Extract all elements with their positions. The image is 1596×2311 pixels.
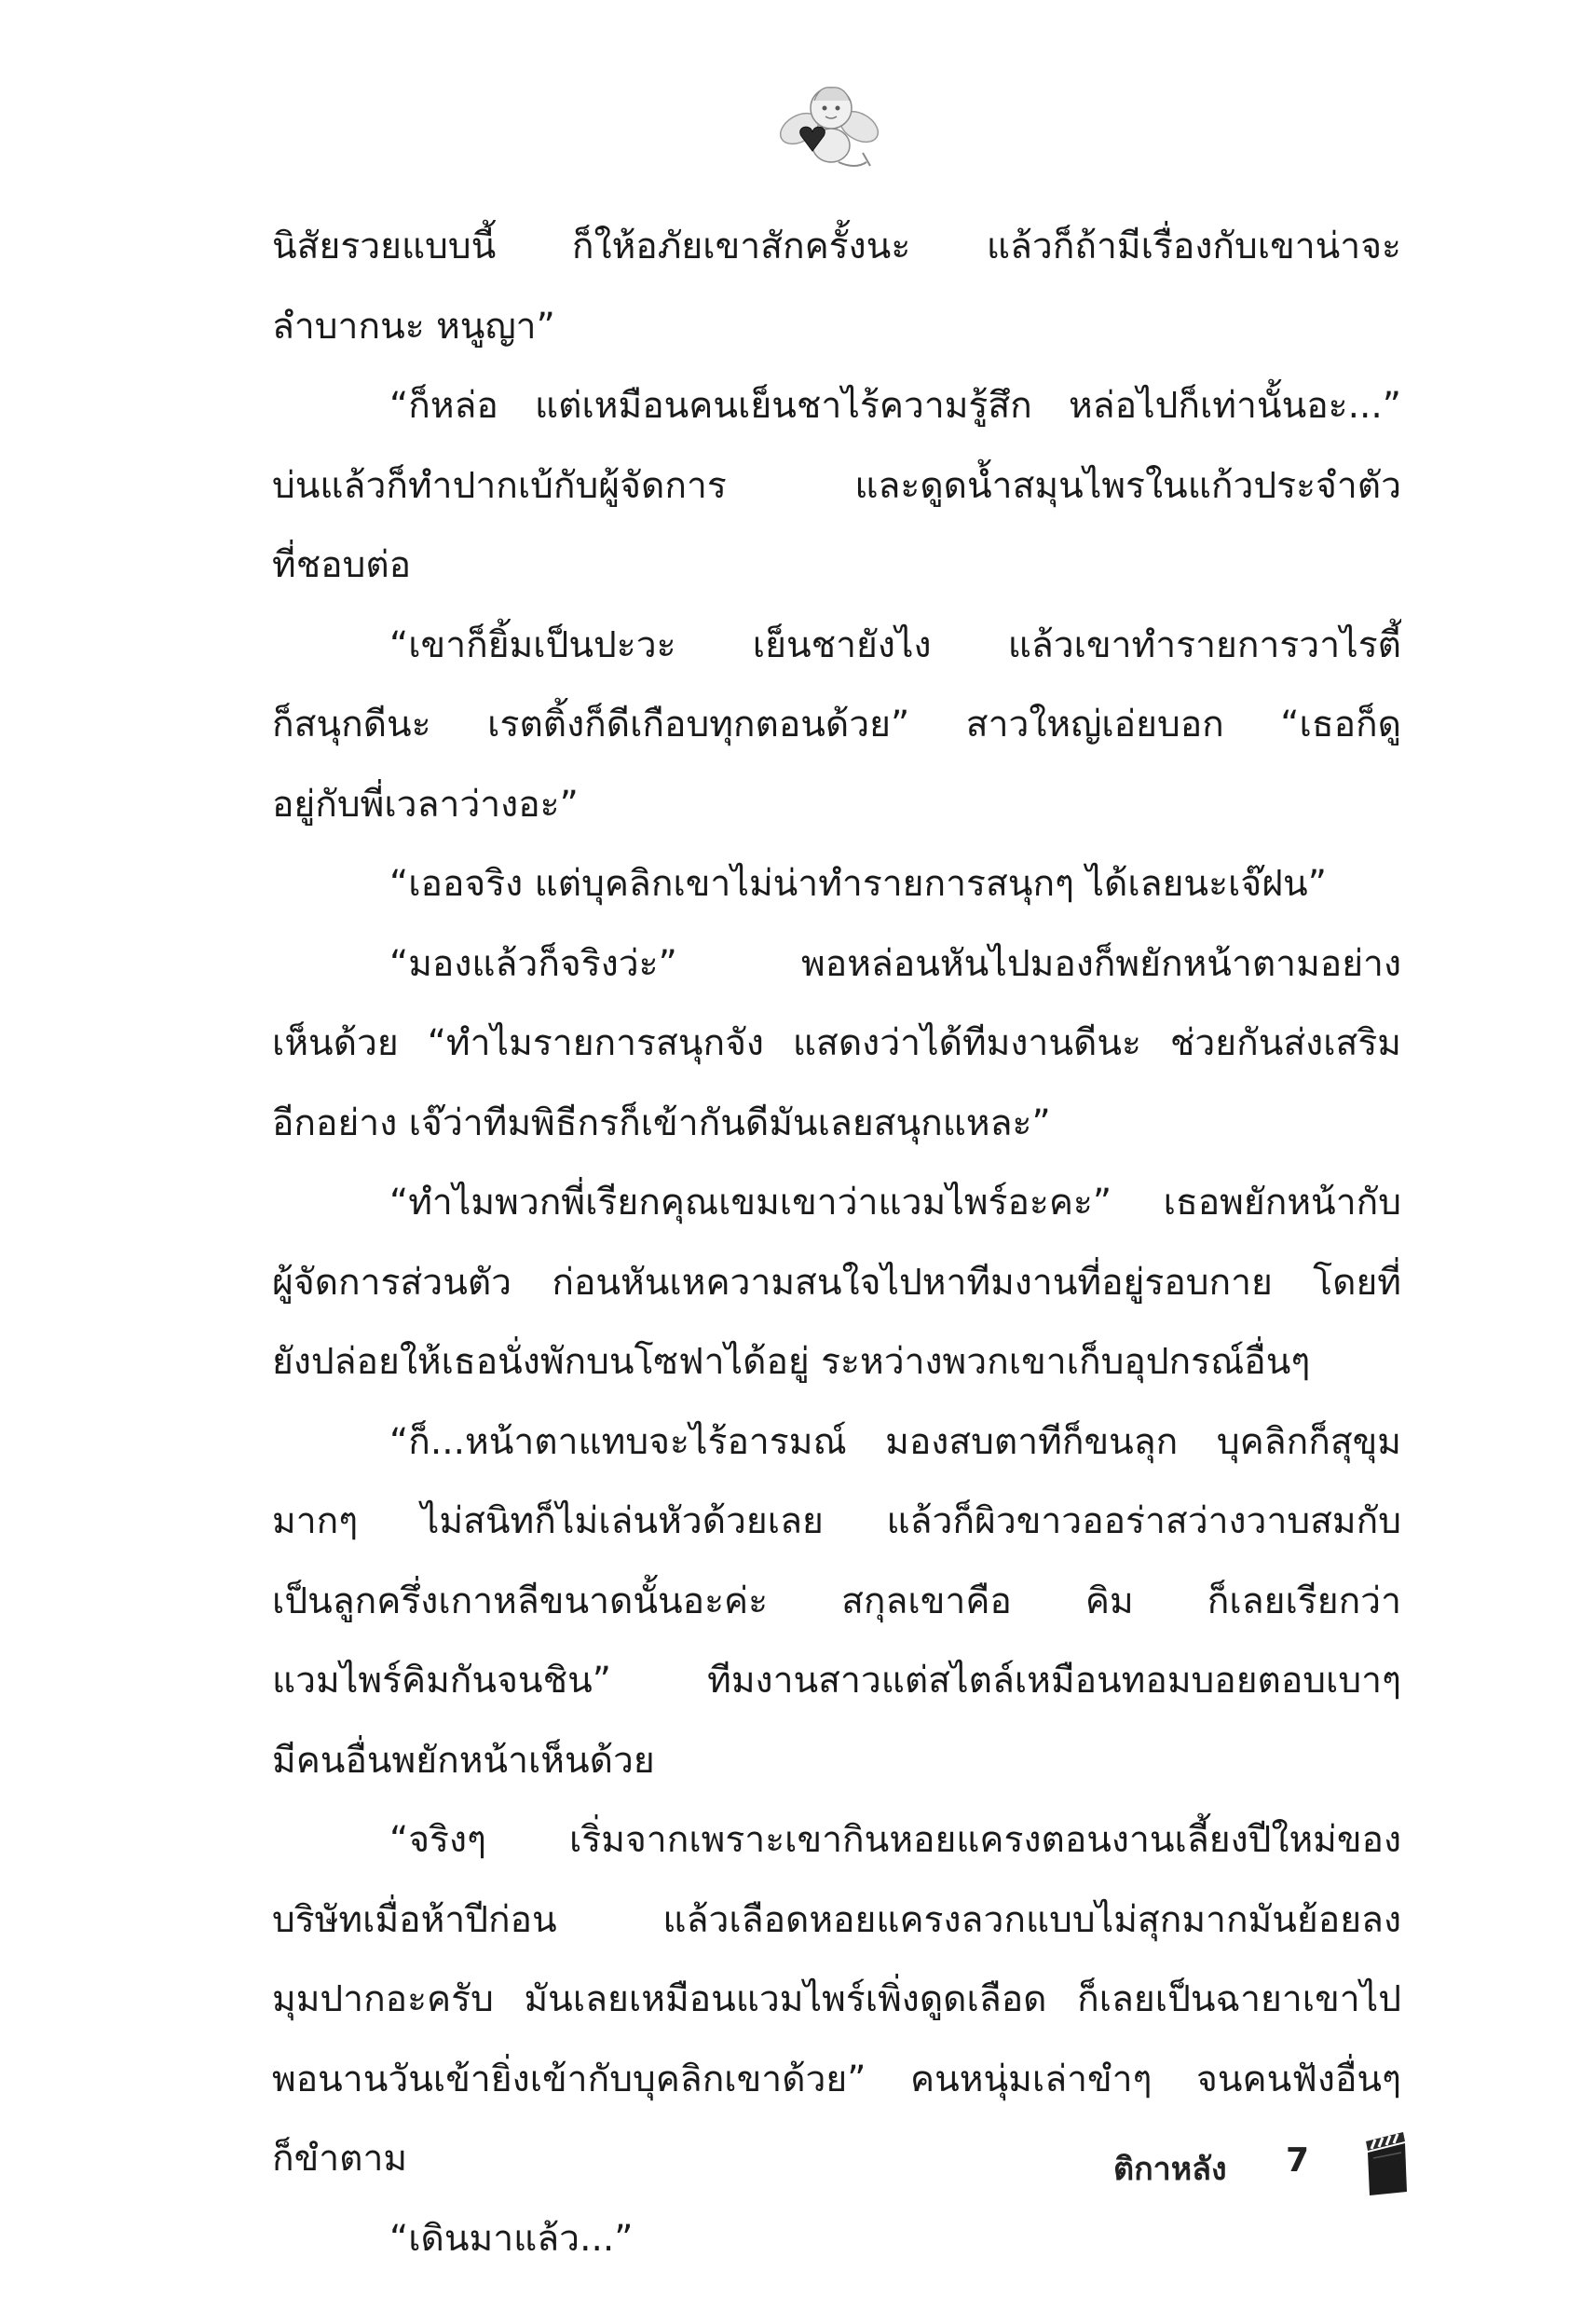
text-line: “เออจริง แต่บุคลิกเขาไม่น่าทำรายการสนุกๆ ได้เลยนะเจ๊ฝน” [389, 863, 1327, 905]
text-line: เห็นด้วย “ทำไมรายการสนุกจัง แสดงว่าได้ทีมงานดีนะ ช่วยกันส่งเสริม [272, 1022, 1401, 1064]
text-line: “ก็หล่อ แต่เหมือนคนเย็นชาไร้ความรู้สึก หล่อไปก็เท่านั้นอะ...” [389, 385, 1401, 427]
text-line: ผู้จัดการส่วนตัว ก่อนหันเหความสนใจไปหาทีมงานที่อยู่รอบกาย โดยที่ [272, 1261, 1401, 1304]
text-line: “ก็...หน้าตาแทบจะไร้อารมณ์ มองสบตาทีก็ขนลุก บุคลิกก็สุขุม [389, 1420, 1401, 1463]
cherub-holding-heart-icon [773, 73, 885, 185]
text-line: “จริงๆ เริ่มจากเพราะเขากินหอยแครงตอนงานเลี้ยงปีใหม่ของ [389, 1819, 1401, 1861]
text-line: พอนานวันเข้ายิ่งเข้ากับบุคลิกเขาด้วย” คนหนุ่มเล่าขำๆ จนคนฟังอื่นๆ [272, 2058, 1401, 2100]
text-line: อีกอย่าง เจ๊ว่าทีมพิธีกรก็เข้ากันดีมันเลยสนุกแหละ” [272, 1101, 1051, 1144]
text-line: ก็สนุกดีนะ เรตติ้งก็ดีเกือบทุกตอนด้วย” สาวใหญ่เอ่ยบอก “เธอก็ดู [272, 704, 1401, 745]
text-line: ที่ชอบต่อ [272, 544, 412, 586]
text-line: อยู่กับพี่เวลาว่างอะ” [272, 783, 579, 826]
text-line: เป็นลูกครึ่งเกาหลีขนาดนั้นอะค่ะ สกุลเขาคือ คิม ก็เลยเรียกว่า [272, 1579, 1401, 1622]
text-line: มุมปากอะครับ มันเลยเหมือนแวมไพร์เพิ่งดูดเลือด ก็เลยเป็นฉายาเขาไป [272, 1978, 1401, 2020]
text-line: มีคนอื่นพยักหน้าเห็นด้วย [272, 1739, 655, 1782]
book-title: ติกาหลัง [1113, 2151, 1227, 2188]
text-line: ยังปล่อยให้เธอนั่งพักบนโซฟาได้อยู่ ระหว่างพวกเขาเก็บอุปกรณ์อื่นๆ [272, 1341, 1311, 1383]
text-line: “ทำไมพวกพี่เรียกคุณเขมเขาว่าแวมไพร์อะคะ” เธอพยักหน้ากับ [389, 1182, 1401, 1224]
film-clapperboard-icon [1362, 2130, 1411, 2197]
text-line: นิสัยรวยแบบนี้ ก็ให้อภัยเขาสักครั้งนะ แล้วก็ถ้ามีเรื่องกับเขาน่าจะ [272, 226, 1401, 267]
text-line: บริษัทเมื่อห้าปีก่อน แล้วเลือดหอยแครงลวกแบบไม่สุกมากมันย้อยลง [272, 1898, 1401, 1941]
text-line: “เขาก็ยิ้มเป็นปะวะ เย็นชายังไง แล้วเขาทำรายการวาไรตี้ [389, 623, 1401, 666]
text-line: “เดินมาแล้ว...” [389, 2217, 634, 2260]
text-line: ลำบากนะ หนูญา” [272, 305, 555, 348]
page-footer [1025, 2134, 1416, 2199]
text-line: บ่นแล้วก็ทำปากเบ้กับผู้จัดการ และดูดน้ำสมุนไพรในแก้วประจำตัว [272, 464, 1401, 507]
text-line: แวมไพร์คิมกันจนชิน” ทีมงานสาวแต่สไตล์เหมือนทอมบอยตอบเบาๆ [272, 1660, 1401, 1702]
text-line: “มองแล้วก็จริงว่ะ” พอหล่อนหันไปมองก็พยักหน้าตามอย่าง [389, 942, 1401, 985]
text-line: มากๆ ไม่สนิทก็ไม่เล่นหัวด้วยเลย แล้วก็ผิวขาวออร่าสว่างวาบสมกับ [272, 1500, 1401, 1542]
text-line: ก็ขำตาม [272, 2138, 408, 2180]
body-text [272, 207, 1401, 2278]
page-number: 7 [1286, 2141, 1310, 2180]
